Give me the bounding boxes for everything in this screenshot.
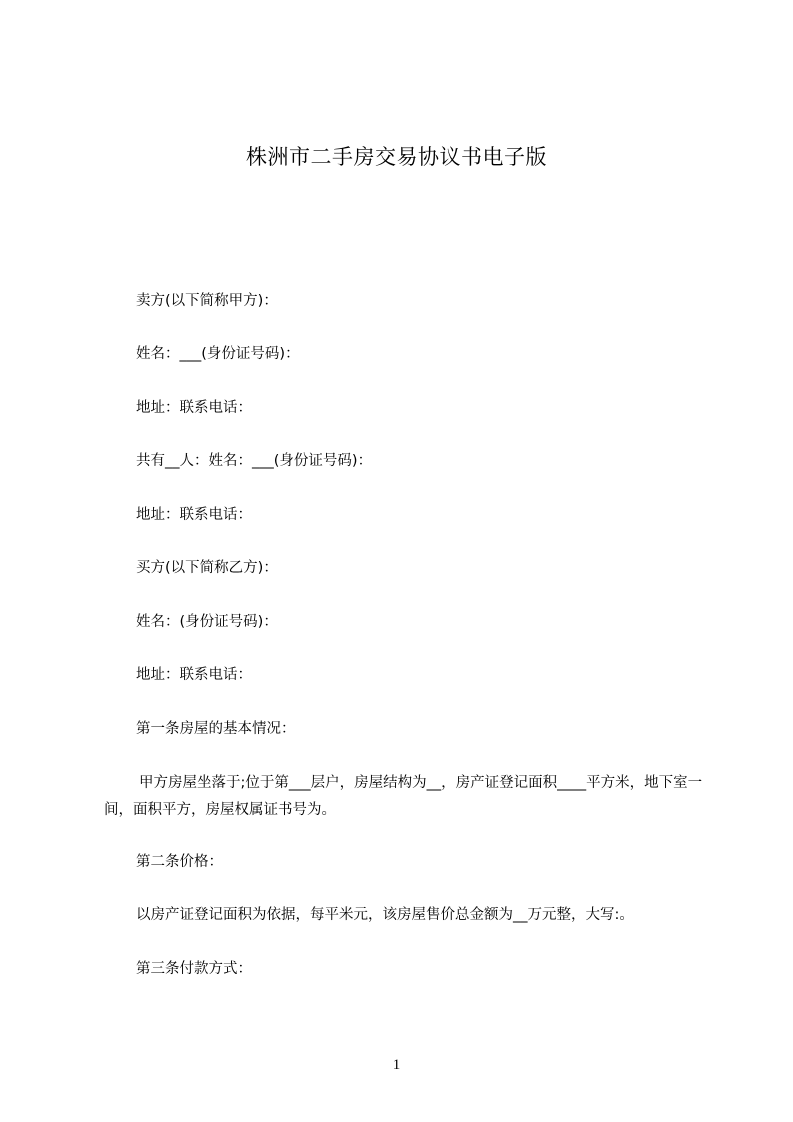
document-title: 株洲市二手房交易协议书电子版	[246, 145, 547, 169]
seller-address-line: 地址：联系电话：	[136, 400, 252, 416]
seller-heading: 卖方(以下简称甲方)：	[136, 293, 278, 309]
buyer-address-line: 地址：联系电话：	[136, 667, 252, 683]
price-line: 以房产证登记面积为依据，每平米元，该房屋售价总金额为__万元整，大写:。	[136, 907, 634, 923]
article-1-heading: 第一条房屋的基本情况：	[136, 721, 296, 737]
co-owner-address-line: 地址：联系电话：	[136, 507, 252, 523]
page-number: 1	[392, 1057, 401, 1073]
co-owner-line: 共有__人：姓名：___(身份证号码)：	[136, 453, 373, 469]
buyer-name-line: 姓名：(身份证号码)：	[136, 614, 278, 630]
article-3-heading: 第三条付款方式：	[136, 961, 252, 977]
buyer-heading: 买方(以下简称乙方)：	[136, 560, 278, 576]
seller-name-line: 姓名：___(身份证号码)：	[136, 346, 300, 362]
property-description-paragraph: 甲方房屋坐落于;位于第___层户，房屋结构为__，房产证登记面积____平方米，地下室一间，面积平方，房屋权属证书号为。	[104, 775, 703, 818]
article-2-heading: 第二条价格：	[136, 854, 223, 870]
